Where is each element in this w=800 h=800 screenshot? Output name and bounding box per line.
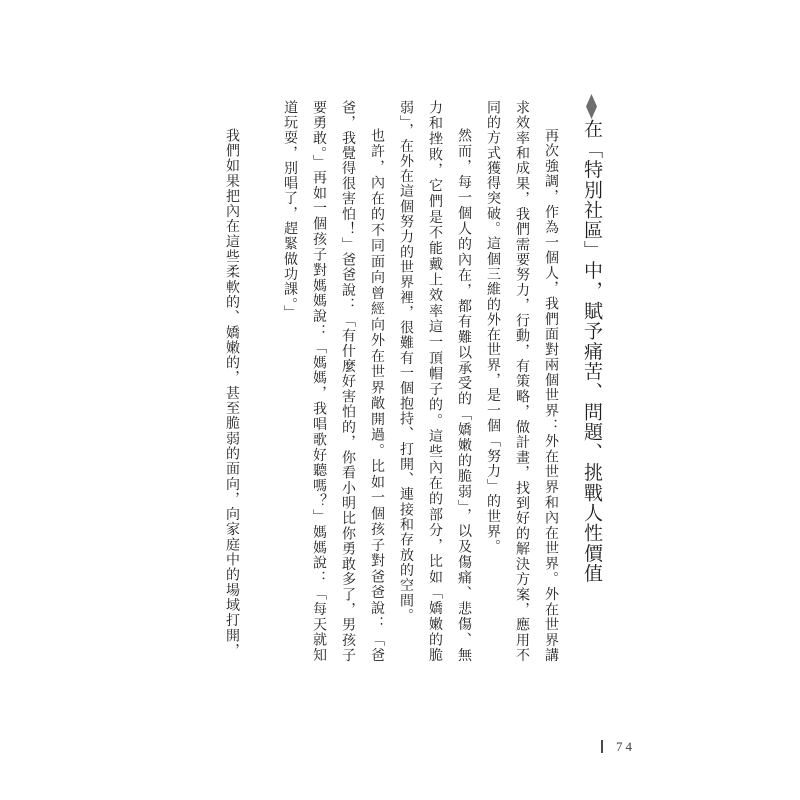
paragraph-3: 也許，內在的不同面向曾經向外在世界敞開過。比如一個孩子對爸爸說：「爸爸，我覺得很害怕！」爸爸說：「有什麼好害怕的，你看小明比你勇敢多了，男孩子要勇敢。」再如一個孩子對媽媽說：「媽媽，我唱歌好聽嗎？」媽媽說：「每天就知道玩耍，別唱了，趕緊做功課。」 [282, 100, 384, 663]
paragraph-4: 我們如果把內在這些柔軟的、嬌嫩的，甚至脆弱的面向，向家庭中的場域打開， [224, 128, 239, 659]
page-number: 74 [616, 739, 635, 754]
body-text [217, 100, 565, 663]
paragraph-1: 再次強調，作為一個人，我們面對兩個世界：外在世界和內在世界。外在世界講求效率和成果，我們需要努力，行動，有策略，做計畫，找到好的解決方案，應用不同的方式獲得突破。這個三維的外在世界，是一個「努力」的世界。 [485, 100, 558, 663]
chapter-heading-text: 在「特別社區」中，賦予痛苦、問題、挑戰人性價值 [581, 119, 602, 584]
diamond-icon [578, 94, 604, 119]
footer-divider [601, 740, 603, 753]
chapter-heading [576, 94, 604, 634]
page-footer [601, 740, 635, 753]
paragraph-2: 然而，每一個人的內在，都有難以承受的「嬌嫩的脆弱」，以及傷痛、悲傷、無力和挫敗，它們是不能戴上效率這一頂帽子的。這些內在的部分，比如「嬌嫩的脆弱」，在外在這個努力的世界裡，很難有一個抱持、打開、連接和存放的空間。 [398, 100, 471, 663]
